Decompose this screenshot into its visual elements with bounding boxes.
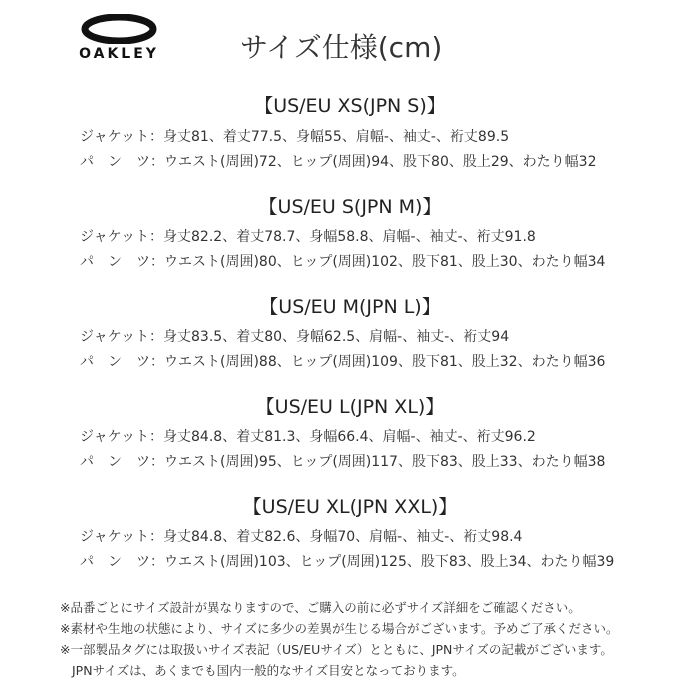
note-item: ※品番ごとにサイズ設計が異なりますので、ご購入の前に必ずサイズ詳細をご確認ください。 xyxy=(60,600,581,615)
pants-spec: パ ン ツ：ウエスト(周囲)88、ヒップ(周囲)109、股下81、股上32、わたり幅36 xyxy=(80,354,606,370)
size-heading: 【US/EU S(JPN M)】 xyxy=(258,196,442,218)
jacket-spec: ジャケット：身丈81、着丈77.5、身幅55、肩幅-、袖丈-、裄丈89.5 xyxy=(80,129,510,145)
note-item: ※一部製品タグには取扱いサイズ表記（US/EUサイズ）とともに、JPNサイズの記載がございます。 xyxy=(60,642,613,657)
pants-spec: パ ン ツ：ウエスト(周囲)103、ヒップ(周囲)125、股下83、股上34、わたり幅39 xyxy=(80,554,615,570)
note-item: ※素材や生地の状態により、サイズに多少の差異が生じる場合がございます。予めご了承ください。 xyxy=(60,621,619,636)
size-section-m xyxy=(0,294,700,320)
jacket-spec: ジャケット：身丈84.8、着丈82.6、身幅70、肩幅-、袖丈-、裄丈98.4 xyxy=(80,529,523,545)
size-section-xl xyxy=(0,494,700,520)
oakley-logo xyxy=(58,14,180,62)
pants-spec: パ ン ツ：ウエスト(周囲)80、ヒップ(周囲)102、股下81、股上30、わたり幅34 xyxy=(80,254,606,270)
size-heading: 【US/EU L(JPN XL)】 xyxy=(255,396,445,418)
jacket-spec: ジャケット：身丈82.2、着丈78.7、身幅58.8、肩幅-、袖丈-、裄丈91.8 xyxy=(80,229,536,245)
pants-spec: パ ン ツ：ウエスト(周囲)95、ヒップ(周囲)117、股下83、股上33、わたり幅38 xyxy=(80,454,606,470)
note-item: JPNサイズは、あくまでも国内一般的なサイズ目安となっております。 xyxy=(72,663,465,678)
size-heading: 【US/EU M(JPN L)】 xyxy=(259,296,441,318)
page-title: サイズ仕様(cm) xyxy=(240,31,443,64)
jacket-spec: ジャケット：身丈83.5、着丈80、身幅62.5、肩幅-、袖丈-、裄丈94 xyxy=(80,329,510,345)
pants-spec: パ ン ツ：ウエスト(周囲)72、ヒップ(周囲)94、股下80、股上29、わたり幅32 xyxy=(80,154,597,170)
size-section-s xyxy=(0,194,700,220)
oakley-wordmark: OAKLEY xyxy=(79,46,159,62)
oakley-ellipse-icon xyxy=(80,14,158,44)
notes xyxy=(60,597,618,681)
size-heading: 【US/EU XL(JPN XXL)】 xyxy=(242,496,458,518)
size-heading: 【US/EU XS(JPN S)】 xyxy=(254,95,446,117)
size-section-xs xyxy=(0,93,700,119)
jacket-spec: ジャケット：身丈84.8、着丈81.3、身幅66.4、肩幅-、袖丈-、裄丈96.2 xyxy=(80,429,536,445)
size-section-l xyxy=(0,394,700,420)
